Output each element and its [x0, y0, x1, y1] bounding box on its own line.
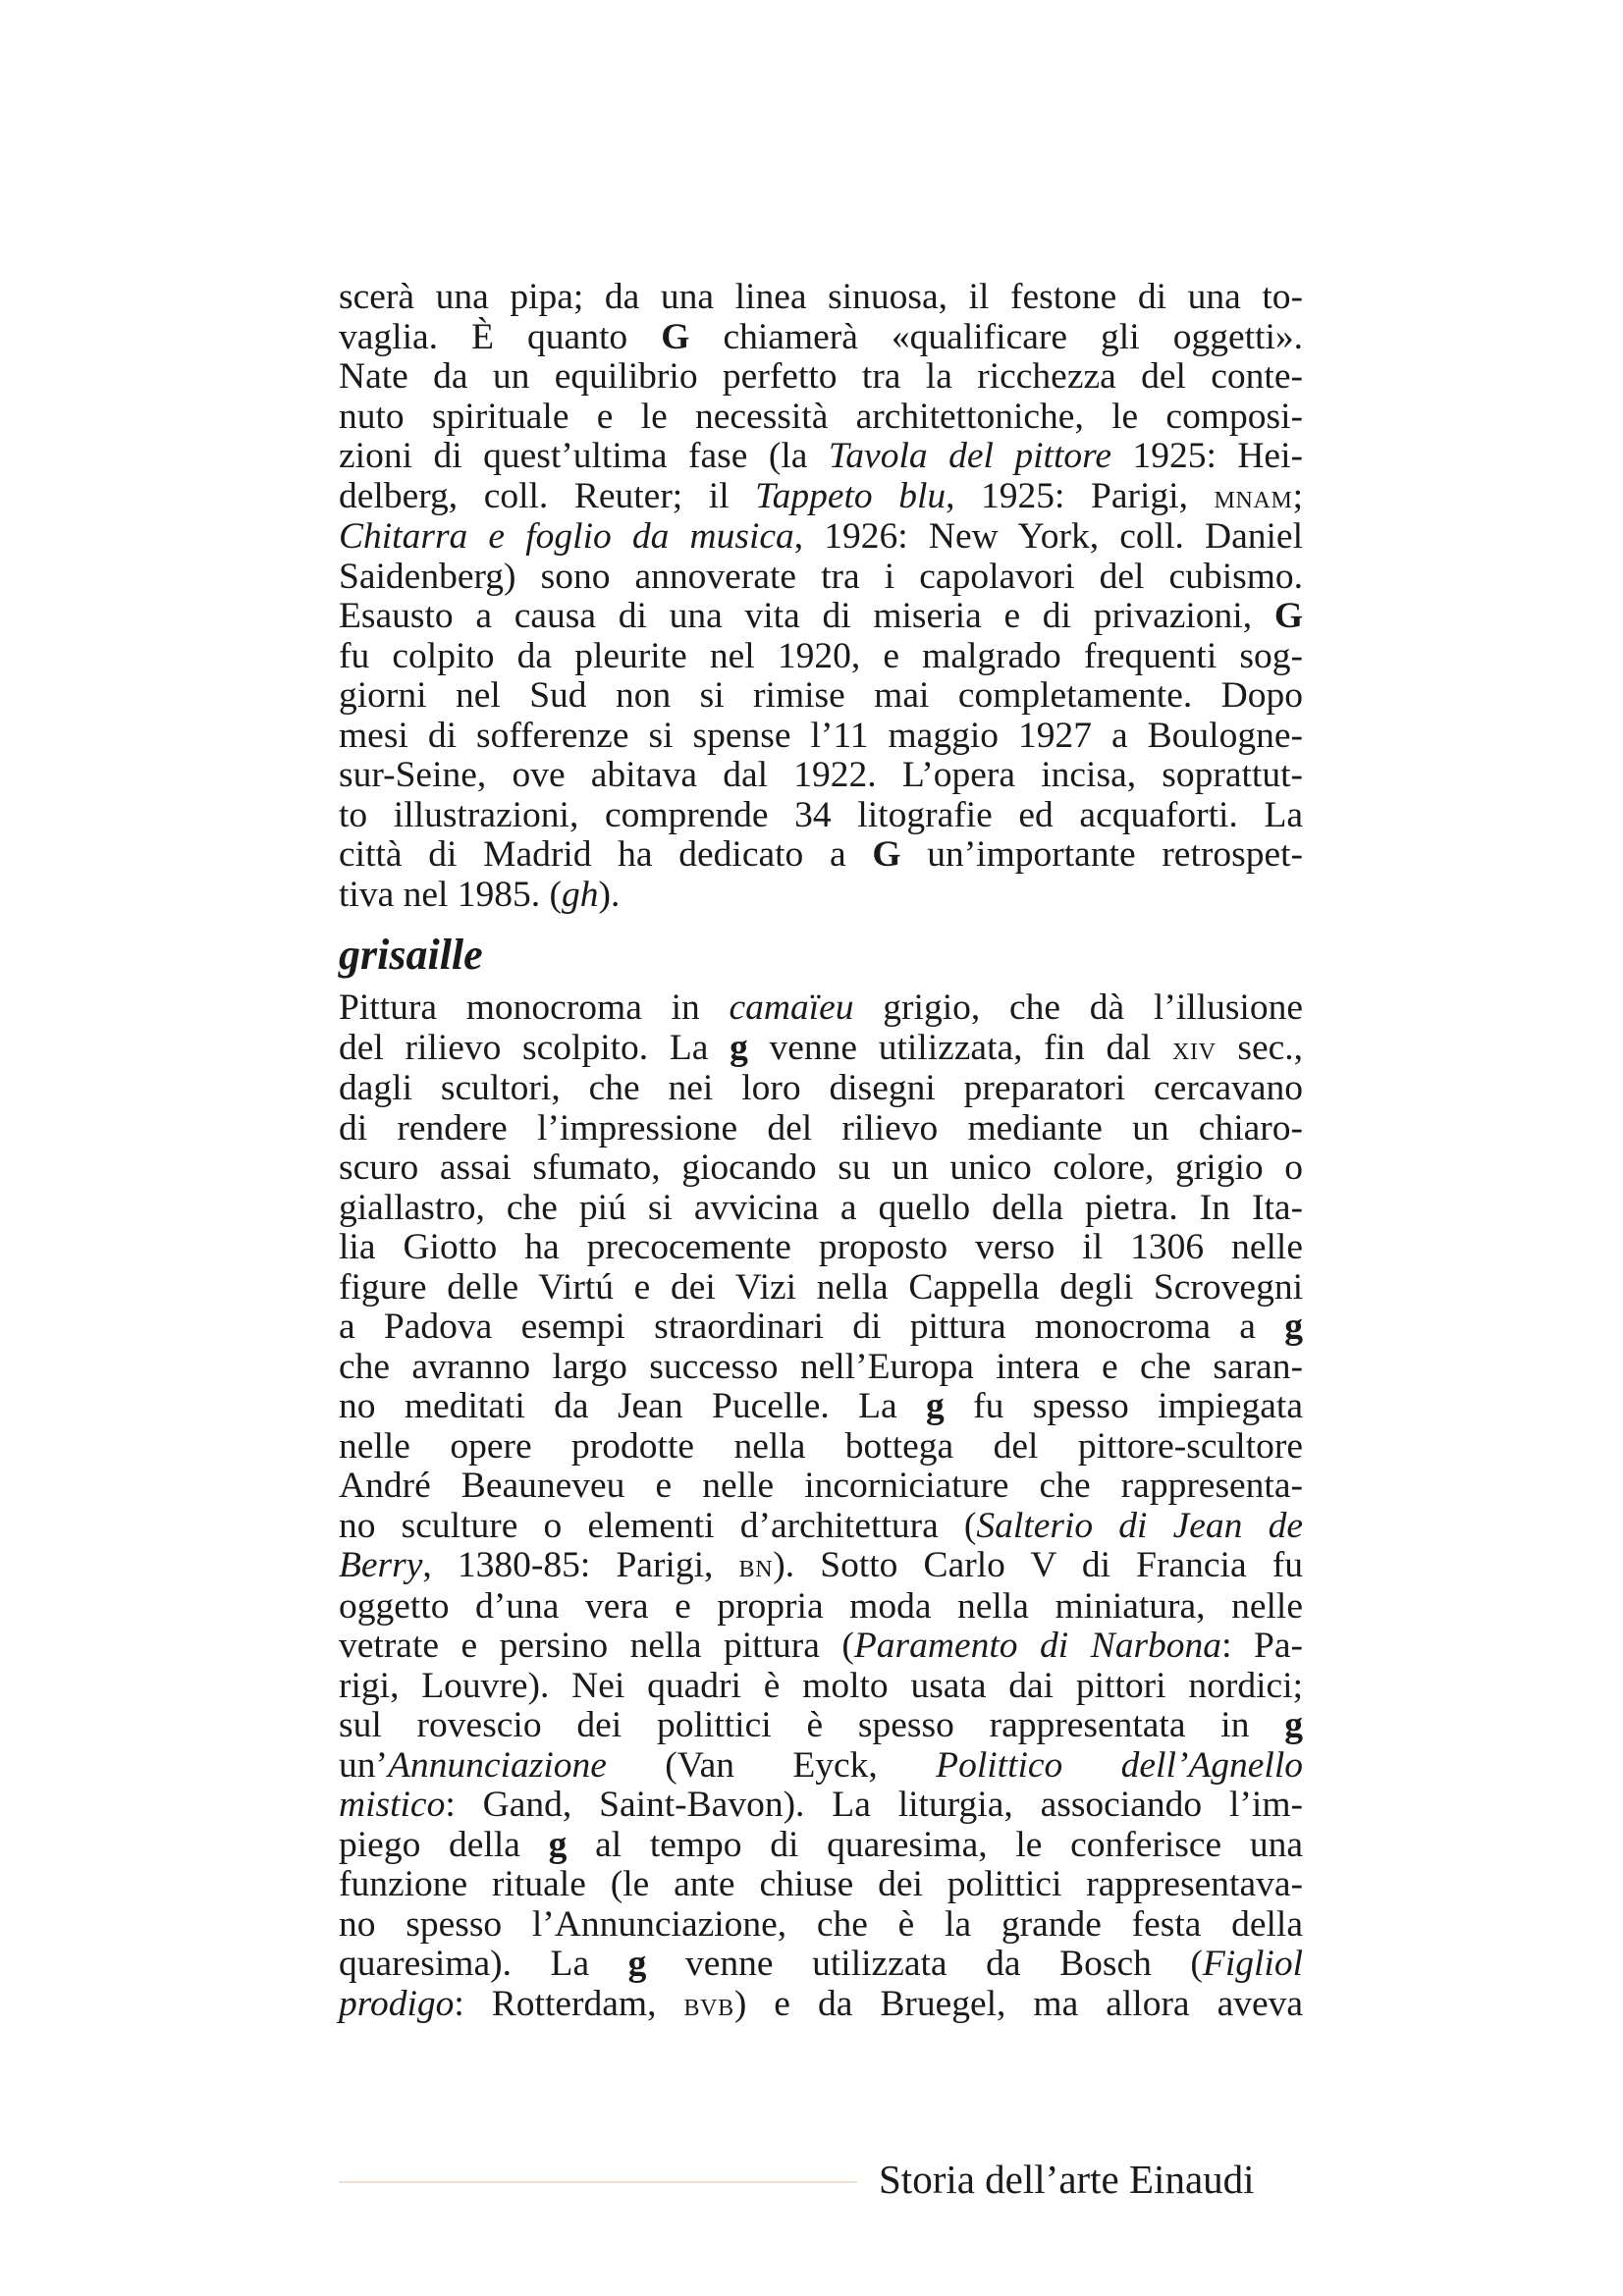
- text-line: [339, 318, 1303, 358]
- text-run: Pittura monocroma in: [339, 988, 730, 1028]
- small-caps-abbrev: bn: [738, 1548, 774, 1584]
- text-run: 1925: Hei-: [1110, 436, 1303, 476]
- entry-heading-grisaille: grisaille: [339, 931, 483, 979]
- text-line: [339, 988, 1303, 1029]
- text-line: [339, 796, 1303, 836]
- text-run: venne utilizzata, fin dal: [747, 1027, 1172, 1068]
- text-run: vaglia. È quanto: [339, 316, 662, 357]
- text-run: quaresima). La: [339, 1944, 628, 1984]
- text-line: [339, 398, 1303, 438]
- text-line: [339, 1985, 1303, 2026]
- small-caps-abbrev: bvb: [683, 1986, 734, 2023]
- text-run: funzione rituale (le ante chiuse dei polittici rappresentava-: [339, 1864, 1303, 1904]
- italic-title: Chitarra e foglio da musica: [339, 516, 794, 557]
- text-run: no meditati da Jean Pucelle. La: [339, 1386, 927, 1426]
- text-run: lia Giotto ha precocemente proposto verso il 1306 nelle: [339, 1227, 1303, 1267]
- text-line: [339, 1826, 1303, 1866]
- text-line: [339, 1427, 1303, 1468]
- text-line: [339, 717, 1303, 757]
- text-run: to illustrazioni, comprende 34 litografie ed acquaforti. La: [339, 794, 1303, 835]
- text-line: [339, 876, 1303, 916]
- text-run: Nate da un equilibrio perfetto tra la ricchezza del conte-: [339, 356, 1303, 397]
- text-line: [339, 517, 1303, 558]
- text-run: sec.,: [1216, 1027, 1303, 1068]
- headword-abbrev: g: [730, 1027, 748, 1068]
- text-run: a Padova esempi straordinari di pittura monocroma a: [339, 1307, 1285, 1347]
- text-run: fu spesso impiegata: [944, 1386, 1303, 1426]
- text-line: [339, 1268, 1303, 1308]
- text-run: sur-Seine, ove abitava dal 1922. L’opera incisa, soprattut-: [339, 755, 1303, 795]
- entry-text-grisaille: [339, 988, 1303, 2025]
- footer-publication-title: Storia dell’arte Einaudi: [879, 2157, 1255, 2202]
- text-line: [339, 1069, 1303, 1109]
- italic-title: Polittico dell’Agnello: [936, 1744, 1303, 1786]
- italic-title: Tappeto blu: [755, 475, 947, 516]
- headword-abbrev: g: [1284, 1705, 1303, 1745]
- text-line: [339, 637, 1303, 677]
- entry-text-continued: [339, 278, 1303, 915]
- text-run: al tempo di quaresima, le conferisce una: [567, 1824, 1303, 1865]
- text-run: nuto spirituale e le necessità architettoniche, le composi-: [339, 396, 1303, 437]
- text-run: ) e da Bruegel, ma allora aveva: [733, 1983, 1303, 2024]
- headword-abbrev: G: [1273, 596, 1303, 636]
- text-line: [339, 477, 1303, 518]
- text-line: [339, 1706, 1303, 1746]
- headword-abbrev: G: [872, 834, 901, 875]
- text-run: nelle opere prodotte nella bottega del pittore-scultore: [339, 1425, 1303, 1467]
- text-run: , 1926: New York, coll. Daniel: [793, 516, 1303, 557]
- text-run: Esausto a causa di una vita di miseria e di privazioni,: [339, 596, 1274, 636]
- text-line: [339, 756, 1303, 796]
- text-line: [339, 1109, 1303, 1149]
- headword-abbrev: G: [661, 316, 690, 357]
- text-run: piego della: [339, 1824, 549, 1865]
- text-run: mesi di sofferenze si spense l’11 maggio 1927 a Boulogne-: [339, 715, 1303, 756]
- text-run: , 1380-85: Parigi,: [422, 1545, 739, 1585]
- italic-title: Tavola del pittore: [828, 436, 1111, 476]
- text-line: [339, 1945, 1303, 1985]
- text-line: [339, 597, 1303, 637]
- text-line: [339, 1308, 1303, 1348]
- italic-title: camaïeu: [729, 988, 854, 1028]
- text-line: [339, 835, 1303, 876]
- text-line: [339, 357, 1303, 398]
- text-line: [339, 1786, 1303, 1826]
- text-run: sul rovescio dei polittici è spesso rappresentata in: [339, 1705, 1285, 1745]
- text-run: : Pa-: [1221, 1626, 1303, 1666]
- text-line: [339, 1865, 1303, 1905]
- text-run: città di Madrid ha dedicato a: [339, 834, 873, 875]
- italic-title: Figliol: [1202, 1944, 1303, 1984]
- text-line: [339, 1228, 1303, 1268]
- headword-abbrev: g: [1284, 1307, 1303, 1347]
- text-run: : Gand, Saint-Bavon). La liturgia, associando l’im-: [445, 1785, 1303, 1825]
- text-run: vetrate e persino nella pittura (: [339, 1626, 854, 1666]
- text-run: del rilievo scolpito. La: [339, 1027, 730, 1068]
- text-run: giorni nel Sud non si rimise mai completamente. Dopo: [339, 675, 1303, 716]
- text-run: venne utilizzata da Bosch (: [646, 1944, 1203, 1984]
- headword-abbrev: g: [548, 1824, 568, 1865]
- text-run: Saidenberg) sono annoverate tra i capolavori del cubismo.: [339, 556, 1303, 597]
- text-line: [339, 1029, 1303, 1070]
- text-run: giallastro, che piú si avvicina a quello della pietra. In Ita-: [339, 1187, 1303, 1228]
- text-run: un’importante retrospet-: [900, 834, 1304, 875]
- text-run: che avranno largo successo nell’Europa intera e che saran-: [339, 1346, 1303, 1387]
- small-caps-abbrev: xiv: [1172, 1030, 1217, 1067]
- text-line: [339, 1627, 1303, 1667]
- italic-title: gh: [562, 874, 599, 915]
- text-run: no sculture o elementi d’architettura (: [339, 1505, 977, 1546]
- text-run: delberg, coll. Reuter; il: [339, 475, 756, 516]
- headword-abbrev: g: [627, 1944, 647, 1984]
- text-run: di rendere l’impressione del rilievo mediante un chiaro-: [339, 1107, 1303, 1148]
- text-run: chiamerà «qualificare gli oggetti».: [689, 316, 1303, 357]
- text-run: scuro assai sfumato, giocando su un unico colore, grigio o: [339, 1148, 1303, 1188]
- small-caps-abbrev: mnam: [1214, 478, 1293, 515]
- text-line: [339, 1189, 1303, 1229]
- text-line: [339, 1546, 1303, 1587]
- text-line: [339, 558, 1303, 598]
- text-line: [339, 1348, 1303, 1388]
- text-line: [339, 278, 1303, 318]
- text-line: [339, 1387, 1303, 1427]
- text-line: [339, 1507, 1303, 1547]
- text-run: tiva nel 1985. (: [339, 874, 563, 915]
- text-run: ;: [1292, 475, 1303, 516]
- text-line: [339, 1905, 1303, 1946]
- text-run: ). Sotto Carlo V di Francia fu: [773, 1545, 1303, 1585]
- text-run: no spesso l’Annunciazione, che è la grande festa della: [339, 1903, 1303, 1945]
- italic-title: Salterio di Jean de: [976, 1505, 1303, 1546]
- italic-title: mistico: [339, 1785, 446, 1825]
- text-line: [339, 1467, 1303, 1507]
- text-run: dagli scultori, che nei loro disegni preparatori cercavano: [339, 1068, 1303, 1108]
- text-line: [339, 676, 1303, 717]
- text-run: ).: [598, 874, 621, 915]
- footer-rule: [339, 2181, 857, 2183]
- text-run: oggetto d’una vera e propria moda nella miniatura, nelle: [339, 1585, 1303, 1627]
- text-run: rigi, Louvre). Nei quadri è molto usata dai pittori nordici;: [339, 1665, 1303, 1706]
- text-line: [339, 1148, 1303, 1189]
- italic-title: prodigo: [339, 1983, 455, 2024]
- text-run: , 1925: Parigi,: [946, 475, 1215, 516]
- text-run: : Rotterdam,: [454, 1983, 684, 2024]
- text-run: (Van Eyck,: [606, 1744, 937, 1786]
- text-run: scerà una pipa; da una linea sinuosa, il festone di una to-: [339, 277, 1303, 317]
- text-run: fu colpito da pleurite nel 1920, e malgrado frequenti sog-: [339, 635, 1303, 676]
- text-line: [339, 1667, 1303, 1707]
- text-run: zioni di quest’ultima fase (la: [339, 436, 829, 476]
- headword-abbrev: g: [926, 1386, 945, 1426]
- text-line: [339, 1746, 1303, 1787]
- text-run: figure delle Virtú e dei Vizi nella Cappella degli Scrovegni: [339, 1266, 1303, 1308]
- text-line: [339, 437, 1303, 477]
- text-run: André Beauneveu e nelle incorniciature che rappresenta-: [339, 1466, 1303, 1506]
- text-run: grigio, che dà l’illusione: [853, 988, 1303, 1028]
- text-run: un’: [339, 1744, 388, 1786]
- italic-title: Paramento di Narbona: [853, 1626, 1222, 1666]
- italic-title: Berry: [339, 1545, 423, 1585]
- italic-title: Annunciazione: [388, 1744, 607, 1786]
- text-line: [339, 1587, 1303, 1628]
